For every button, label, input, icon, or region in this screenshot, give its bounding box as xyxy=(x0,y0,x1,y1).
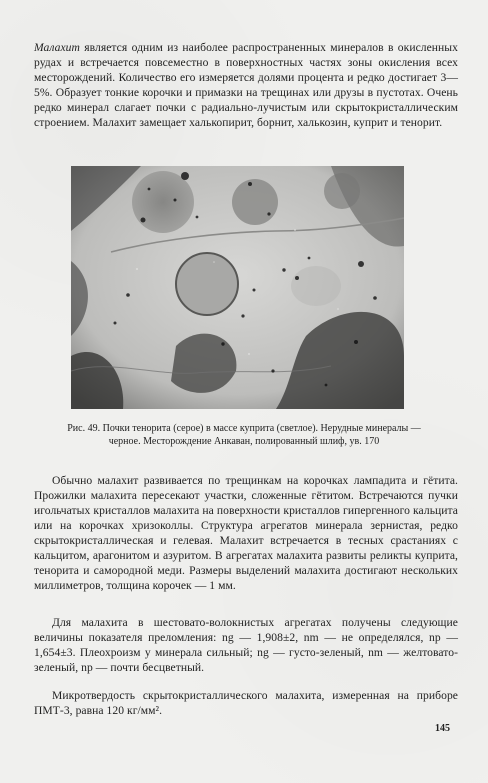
micrograph-image xyxy=(71,166,404,409)
micrograph-figure-49 xyxy=(71,166,404,409)
paragraph-malachite-optics: Для малахита в шестовато-волокнистых агрегатах получены следующие величины показателя преломления: ng — 1,908±2, nm — не определялся, np — 1,654±3. Плеохроизм у минерала сильный; ng — густо-зеленый, nm — желтовато-зеленый, np — почти бесцветный. xyxy=(34,616,458,674)
paragraph-malachite-intro xyxy=(34,40,458,130)
page-number: 145 xyxy=(435,723,450,734)
figure-caption: Рис. 49. Почки тенорита (серое) в массе куприта (светлое). Нерудные минералы — черное. Месторождение Анкаван, полированный шлиф, ув. 170 xyxy=(67,423,421,447)
mineral-name-malachite: Малахит xyxy=(34,41,80,54)
paragraph-1-text: является одним из наиболее распространенных минералов в окисленных рудах и встречается повсеместно в поверхностных частях зоны окисления всех месторождений. Количество его измеряется долями процента и редко достигает 3—5%. Образует тонкие корочки и примазки на трещинах или друзы в пустотах. Очень редко минерал слагает почки с радиально-лучистым или скрытокристаллическим строением. Малахит замещает халькопирит, борнит, халькозин, куприт и тенорит. xyxy=(34,41,458,129)
paragraph-malachite-occurrence: Обычно малахит развивается по трещинкам на корочках лампадита и гётита. Прожилки малахита пересекают участки, сложенные гётитом. Встречаются пучки игольчатых кристаллов малахита на поверхности кристаллов гипергенного кальцита или на корочках хризоколлы. Структура агрегатов минерала зернистая, редко скрытокристаллическая и гелевая. Малахит встречается в тесных срастаниях с кальцитом, арагонитом и азуритом. В агрегатах малахита развиты реликты куприта, тенорита и самородной меди. Размеры выделений малахита достигают нескольких миллиметров, толщина корочек — 1 мм. xyxy=(34,474,458,592)
paragraph-malachite-microhardness: Микротвердость скрытокристаллического малахита, измеренная на приборе ПМТ-3, равна 120 кг/мм². xyxy=(34,689,458,717)
